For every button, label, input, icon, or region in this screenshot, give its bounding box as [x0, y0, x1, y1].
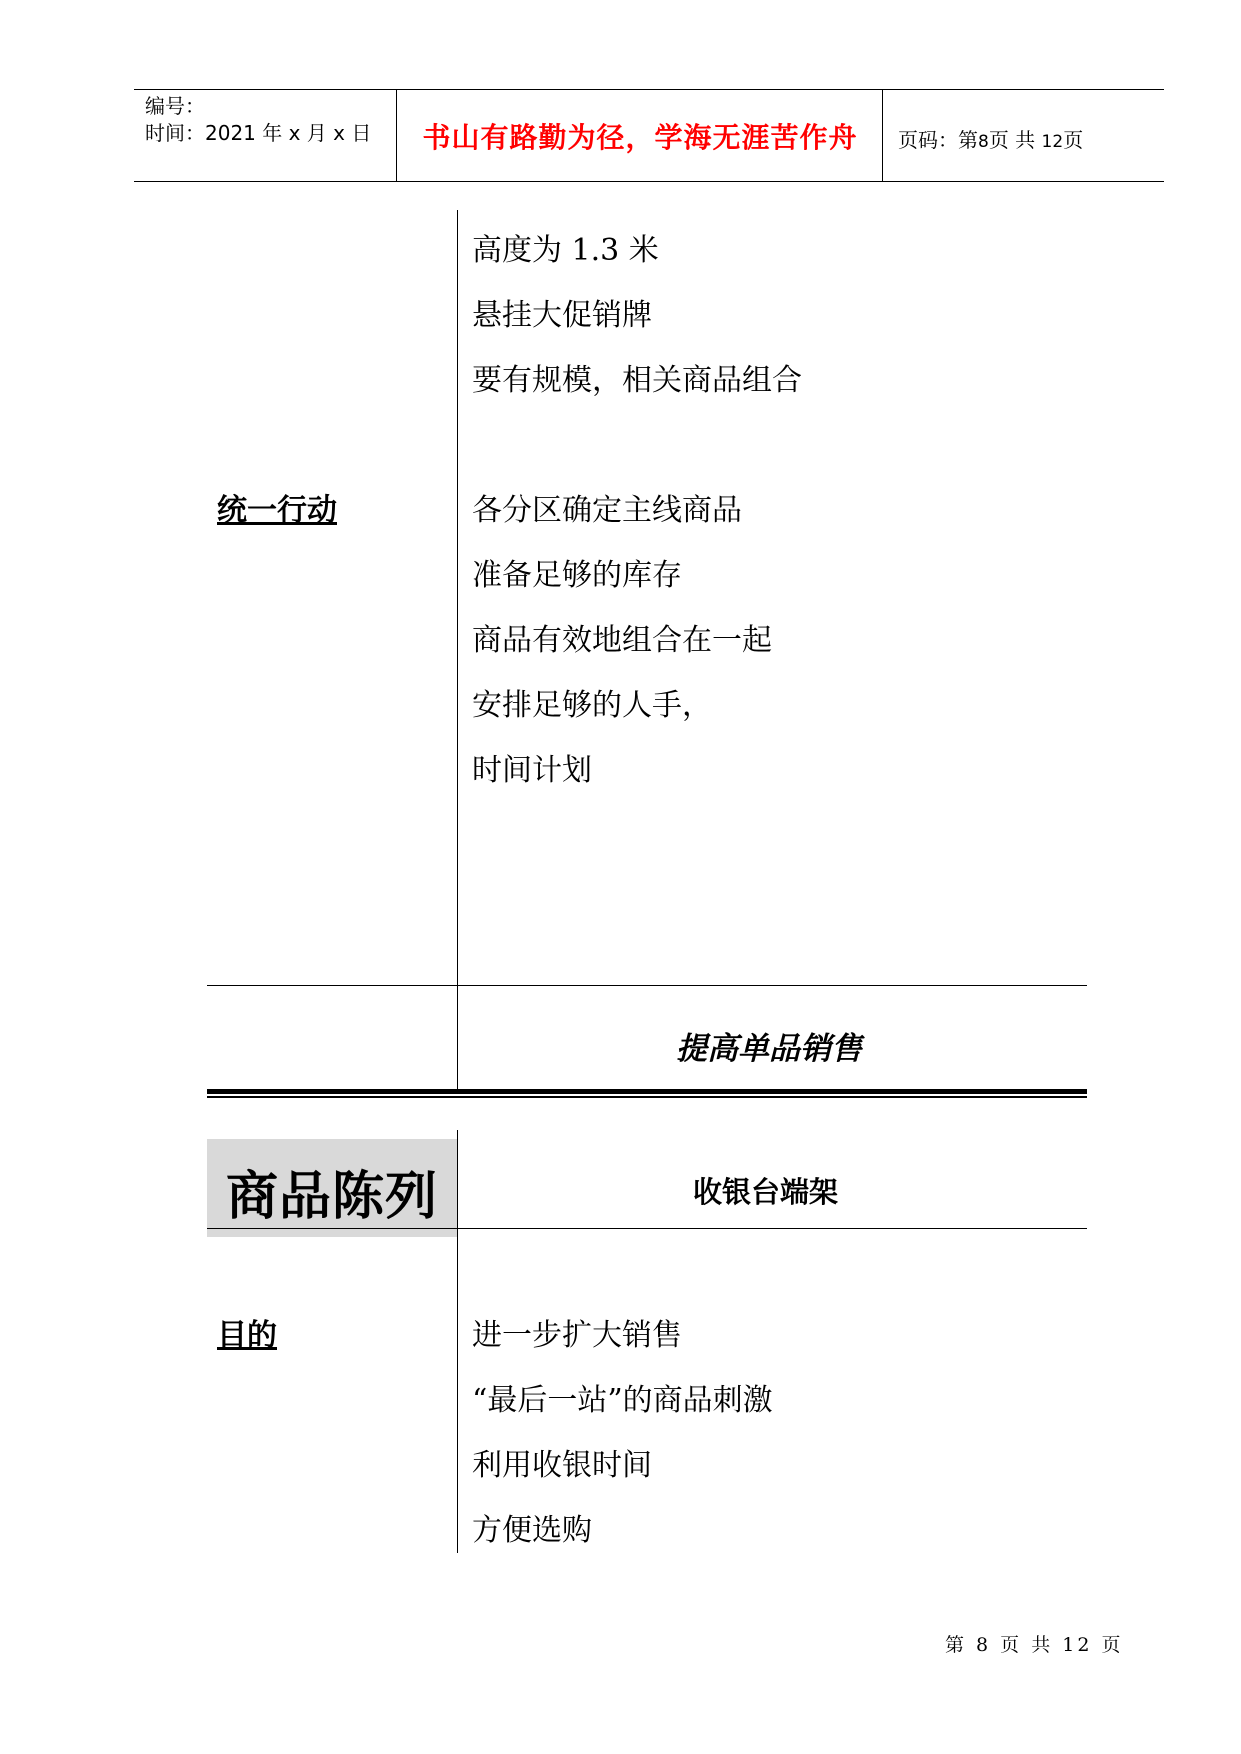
- list-item: 商品有效地组合在一起: [472, 623, 772, 658]
- row-rule: [207, 985, 1087, 986]
- list-item: 利用收银时间: [472, 1448, 652, 1483]
- list-item: 安排足够的人手，: [472, 688, 712, 723]
- header-page-number: 页码：第8页 共 12页: [898, 128, 1084, 152]
- list-item: 方便选购: [472, 1513, 592, 1548]
- banner-title: 提高单品销售: [676, 1031, 862, 1067]
- number-label: 编号：: [145, 94, 205, 118]
- section-label-unified-action: 统一行动: [217, 493, 337, 528]
- list-item: 进一步扩大销售: [472, 1318, 682, 1353]
- list-item: 要有规模，相关商品组合: [472, 363, 802, 398]
- time-label: 时间：2021 年 x 月 x 日: [145, 121, 372, 145]
- row-rule: [207, 1228, 1087, 1229]
- section-title: 商品陈列: [226, 1167, 439, 1227]
- double-rule-top: [207, 1089, 1087, 1094]
- list-item: “最后一站”的商品刺激: [472, 1383, 773, 1418]
- column-divider-1: [457, 210, 458, 1093]
- header-top-rule: [134, 89, 1164, 90]
- column-divider-2: [457, 1130, 458, 1553]
- header-motto: 书山有路勤为径，学海无涯苦作舟: [422, 121, 858, 154]
- header-meta: [145, 93, 371, 147]
- header-divider-left: [396, 89, 397, 182]
- list-item: 准备足够的库存: [472, 558, 682, 593]
- list-item: 悬挂大促销牌: [472, 298, 652, 333]
- footer-page-number: 第 8 页 共 12 页: [945, 1634, 1124, 1656]
- section-subtitle: 收银台端架: [693, 1175, 839, 1209]
- list-item: 高度为 1.3 米: [472, 233, 659, 268]
- section-label-purpose: 目的: [217, 1318, 277, 1353]
- header-divider-right: [882, 89, 883, 182]
- list-item: 时间计划: [472, 753, 592, 788]
- list-item: 各分区确定主线商品: [472, 493, 742, 528]
- double-rule-bottom: [207, 1096, 1087, 1098]
- header-bottom-rule: [134, 181, 1164, 182]
